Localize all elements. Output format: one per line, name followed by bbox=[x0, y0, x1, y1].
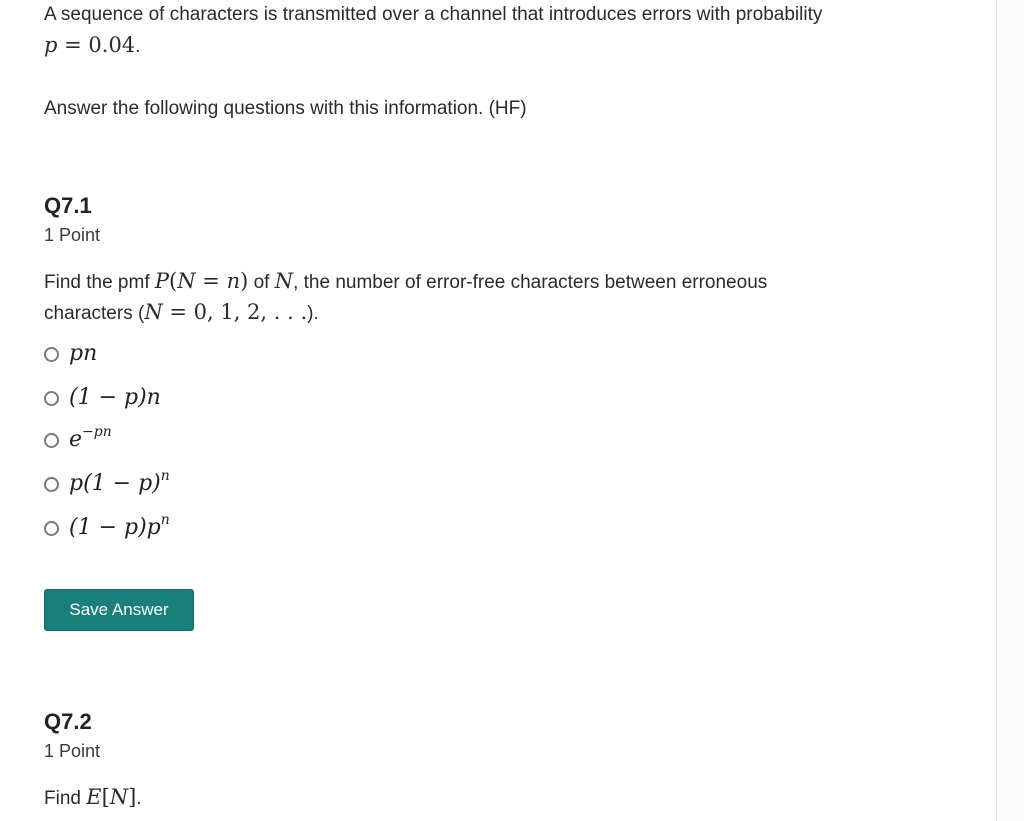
question-text-part: . bbox=[136, 788, 142, 809]
question-text-part: Find bbox=[44, 788, 87, 809]
answer-option-label bbox=[69, 385, 161, 411]
intro-text bbox=[44, 3, 822, 27]
option-superscript: −pn bbox=[82, 424, 112, 440]
question-title-q7-2: Q7.2 bbox=[44, 709, 92, 734]
math-paren-close: ) bbox=[240, 269, 249, 293]
right-gutter bbox=[997, 0, 1024, 821]
question-title-q7-1: Q7.1 bbox=[44, 193, 92, 218]
answer-option-2[interactable] bbox=[44, 383, 161, 413]
math-N: N bbox=[177, 269, 196, 293]
math-P: P bbox=[154, 269, 170, 293]
instructions-text: Answer the following questions with this information. (HF) bbox=[44, 98, 527, 119]
option-base: pn bbox=[69, 341, 98, 366]
math-N: N bbox=[109, 785, 129, 809]
math-p-symbol: p bbox=[44, 33, 58, 57]
math-n: n bbox=[226, 269, 241, 293]
question-text-q7-2 bbox=[44, 785, 142, 811]
answer-option-4[interactable] bbox=[44, 469, 170, 499]
intro-probability bbox=[44, 33, 140, 59]
math-range: = 0, 1, 2, . . . bbox=[162, 300, 308, 324]
question-text-part: of bbox=[248, 272, 275, 293]
math-bracket-close: ] bbox=[128, 785, 137, 809]
answer-option-3[interactable] bbox=[44, 425, 112, 455]
option-base: p(1 − p) bbox=[69, 471, 161, 496]
intro-period: . bbox=[135, 36, 141, 57]
math-equals: = bbox=[195, 269, 227, 293]
answer-option-1[interactable] bbox=[44, 339, 97, 369]
radio-button[interactable] bbox=[44, 521, 59, 536]
math-bracket-open: [ bbox=[101, 785, 110, 809]
math-paren-open: ( bbox=[169, 269, 178, 293]
question-text-part: Find the pmf bbox=[44, 272, 155, 293]
option-superscript: n bbox=[160, 468, 170, 484]
answer-option-5[interactable] bbox=[44, 513, 170, 543]
math-E: E bbox=[86, 785, 102, 809]
option-base: (1 − p)n bbox=[69, 385, 161, 410]
intro-line1: A sequence of characters is transmitted over a channel that introduces errors with probability bbox=[44, 4, 823, 25]
option-base: (1 − p)p bbox=[69, 515, 161, 540]
question-text-q7-1-line1 bbox=[44, 269, 767, 295]
radio-button[interactable] bbox=[44, 477, 59, 492]
question-points-q7-1: 1 Point bbox=[44, 225, 101, 245]
save-answer-button[interactable]: Save Answer bbox=[44, 589, 194, 631]
question-text-part: ). bbox=[307, 303, 319, 324]
answer-option-label bbox=[69, 468, 170, 497]
math-p-value: 0.04 bbox=[88, 33, 136, 57]
radio-button[interactable] bbox=[44, 433, 59, 448]
question-text-q7-1-line2 bbox=[44, 300, 319, 326]
option-base: e bbox=[69, 427, 83, 452]
question-text-part: characters ( bbox=[44, 303, 145, 324]
radio-button[interactable] bbox=[44, 391, 59, 406]
answer-option-label bbox=[69, 341, 97, 367]
question-points-q7-2: 1 Point bbox=[44, 741, 101, 761]
math-N: N bbox=[144, 300, 163, 324]
answer-option-label bbox=[69, 512, 170, 541]
question-text-part: , the number of error-free characters between erroneous bbox=[293, 272, 768, 293]
option-superscript: n bbox=[160, 512, 170, 528]
radio-button[interactable] bbox=[44, 347, 59, 362]
math-equals: = bbox=[57, 33, 89, 57]
math-N: N bbox=[274, 269, 294, 293]
answer-option-label bbox=[69, 424, 112, 453]
